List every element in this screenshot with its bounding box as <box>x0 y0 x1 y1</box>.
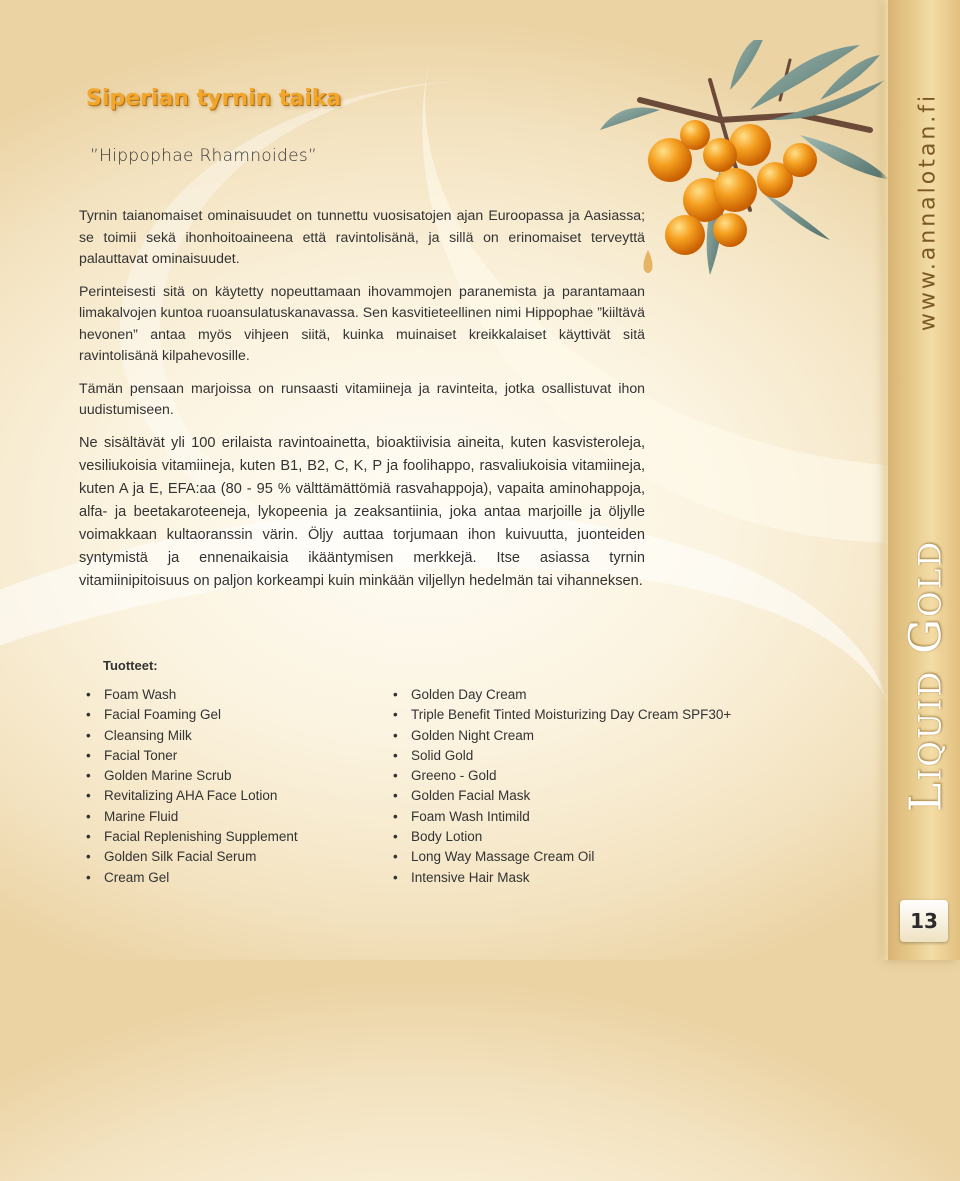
list-item: • Facial Replenishing Supplement <box>86 827 298 847</box>
list-item: • Body Lotion <box>393 827 731 847</box>
website-url: www.annalotan.fi <box>915 92 941 332</box>
list-item: • Golden Night Cream <box>393 726 731 746</box>
list-item: • Revitalizing AHA Face Lotion <box>86 786 298 806</box>
page-number: 13 <box>900 900 948 942</box>
product-list-left <box>86 685 298 888</box>
paragraph: Tämän pensaan marjoissa on runsaasti vitamiineja ja ravinteita, jotka osallistuvat ihon uudistumiseen. <box>79 379 645 417</box>
list-item: • Cleansing Milk <box>86 726 298 746</box>
paragraph: Ne sisältävät yli 100 erilaista ravintoainetta, bioaktiivisia aineita, kuten kasvisteroleja, vesiliukoisia vitamiineja, kuten B1, B2, C, K, P ja foolihappo, rasvaliukoisia vitamiineja, kuten A ja E, EFA:aa (80 - 95 % välttämättömiä rasvahappoja), vapaita aminohappoja, alfa- ja beetakaroteeneja, lykopeenia ja zeaksantiinia, joka antaa marjoille ja öljylle voimakkaan kultaoranssin värin. Öljy auttaa torjumaan ihon kuivuutta, juonteiden syntymistä ja ennenaikaisia ikääntymisen merkkejä. Itse asiassa tyrnin vitamiinipitoisuus on paljon korkeampi kuin minkään viljellyn hedelmän tai vihanneksen. <box>79 434 645 589</box>
list-item: • Golden Facial Mask <box>393 786 731 806</box>
list-item: • Facial Foaming Gel <box>86 705 298 725</box>
page-subtitle: ”Hippophae Rhamnoides” <box>90 146 318 166</box>
list-item: • Cream Gel <box>86 868 298 888</box>
list-item: • Greeno - Gold <box>393 766 731 786</box>
list-item: • Long Way Massage Cream Oil <box>393 847 731 867</box>
list-item: • Golden Day Cream <box>393 685 731 705</box>
products-heading: Tuotteet: <box>103 658 158 673</box>
list-item: • Intensive Hair Mask <box>393 868 731 888</box>
list-item: • Foam Wash <box>86 685 298 705</box>
paragraph: Tyrnin taianomaiset ominaisuudet on tunnettu vuosisatojen ajan Euroopassa ja Aasiassa; se toimii sekä ihonhoitoaineena että ravintolisänä, ja sillä on erinomaiset terveyttä palauttavat ominaisuudet. <box>79 207 645 266</box>
list-item: • Foam Wash Intimild <box>393 807 731 827</box>
paragraph: Perinteisesti sitä on käytetty nopeuttamaan ihovammojen paranemista ja parantamaan limakalvojen kuntoa ruoansulatuskanavassa. Sen kasvitieteellinen nimi Hippophae ”kiiltävä hevonen” antaa myös vihjeen siitä, kuinka muinaiset kreikkalaiset käyttivät sitä ravintolisänä kilpahevosille. <box>79 282 645 363</box>
page-title: Siperian tyrnin taika <box>86 86 342 111</box>
list-item: • Golden Marine Scrub <box>86 766 298 786</box>
list-item: • Solid Gold <box>393 746 731 766</box>
body-text <box>79 205 645 604</box>
brand-name: Liquid Gold <box>900 539 952 813</box>
berry-cluster <box>648 120 817 255</box>
list-item: • Marine Fluid <box>86 807 298 827</box>
list-item: • Facial Toner <box>86 746 298 766</box>
list-item: • Golden Silk Facial Serum <box>86 847 298 867</box>
list-item: • Triple Benefit Tinted Moisturizing Day Cream SPF30+ <box>393 705 731 725</box>
product-list-right <box>393 685 731 888</box>
